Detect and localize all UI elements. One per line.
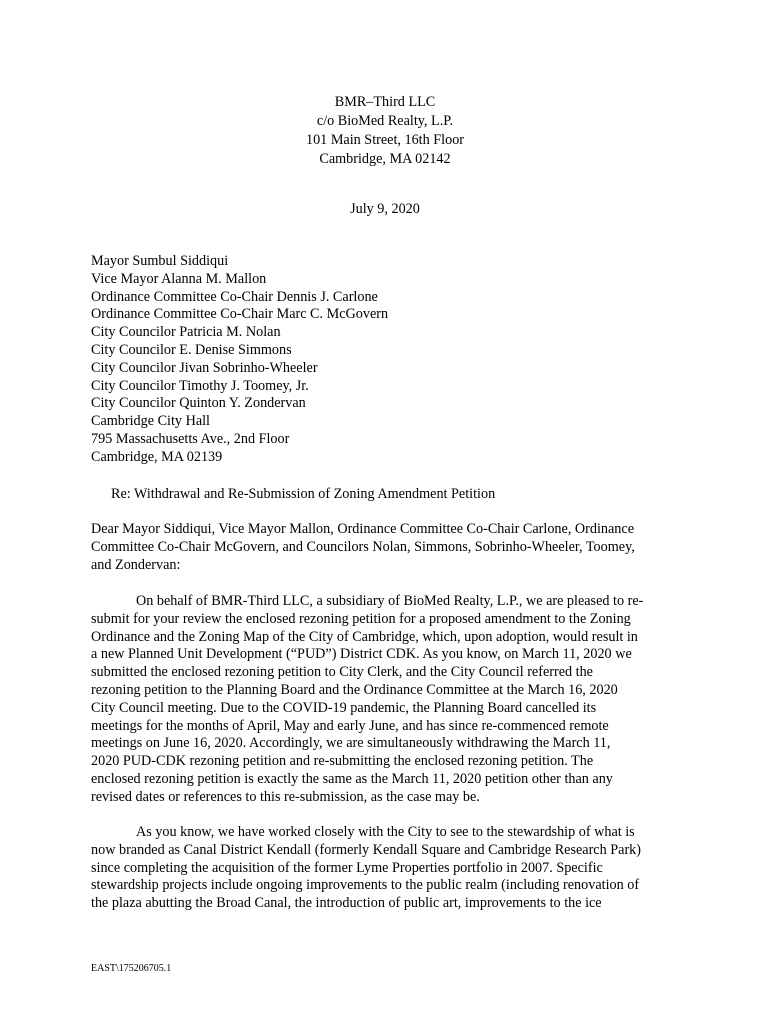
recipient-line: Vice Mayor Alanna M. Mallon	[91, 270, 267, 287]
recipient-line: 795 Massachusetts Ave., 2nd Floor	[91, 430, 290, 447]
recipient-block	[91, 253, 388, 467]
paragraph-line: stewardship projects include ongoing improvements to the public realm (including renovation of	[91, 877, 640, 894]
paragraph-line: since completing the acquisition of the former Lyme Properties portfolio in 2007. Specific	[91, 859, 603, 876]
salutation-line: Committee Co-Chair McGovern, and Councilors Nolan, Simmons, Sobrinho-Wheeler, Toomey,	[91, 538, 635, 555]
salutation-line: and Zondervan:	[91, 556, 181, 573]
recipient-line: Mayor Sumbul Siddiqui	[91, 253, 229, 269]
recipient-line: Ordinance Committee Co-Chair Dennis J. Carlone	[91, 288, 378, 305]
recipient-line: Ordinance Committee Co-Chair Marc C. McGovern	[91, 306, 389, 323]
recipient-line: City Councilor Timothy J. Toomey, Jr.	[91, 377, 309, 394]
paragraph-line: rezoning petition to the Planning Board and the Ordinance Committee at the March 16, 2020	[91, 681, 618, 698]
paragraph-line: meetings on June 16, 2020. Accordingly, we are simultaneously withdrawing the March 11,	[91, 735, 611, 752]
paragraph-line: revised dates or references to this re-submission, as the case may be.	[91, 788, 480, 805]
recipient-line: City Councilor Patricia M. Nolan	[91, 324, 281, 341]
paragraph-line: City Council meeting. Due to the COVID-19 pandemic, the Planning Board cancelled its	[91, 699, 597, 716]
paragraph-line: On behalf of BMR-Third LLC, a subsidiary of BioMed Realty, L.P., we are pleased to re-	[136, 593, 644, 609]
recipient-line: City Councilor Jivan Sobrinho-Wheeler	[91, 359, 318, 376]
recipient-line: City Councilor E. Denise Simmons	[91, 341, 292, 358]
paragraph-line: 2020 PUD-CDK rezoning petition and re-submitting the enclosed rezoning petition. The	[91, 753, 594, 770]
paragraph-line: now branded as Canal District Kendall (formerly Kendall Square and Cambridge Research Park)	[91, 841, 641, 858]
salutation	[91, 521, 635, 574]
recipient-line: Cambridge, MA 02139	[91, 448, 223, 465]
paragraph-line: enclosed rezoning petition is exactly the same as the March 11, 2020 petition other than any	[91, 770, 613, 787]
document-id-footer: EAST\175206705.1	[91, 963, 172, 974]
paragraph-line: meetings for the months of April, May and early June, and has since re-commenced remote	[91, 717, 609, 734]
paragraph-line: As you know, we have worked closely with the City to see to the stewardship of what is	[136, 824, 635, 840]
letter-date: July 9, 2020	[350, 201, 420, 217]
paragraph-line: submitted the enclosed rezoning petition to City Clerk, and the City Council referred the	[91, 664, 593, 681]
body-paragraph-1	[91, 593, 643, 807]
paragraph-line: Ordinance and the Zoning Map of the City of Cambridge, which, upon adoption, would result in	[91, 628, 638, 645]
sender-name: BMR–Third LLC	[334, 94, 436, 110]
sender-street: 101 Main Street, 16th Floor	[305, 132, 465, 148]
sender-city: Cambridge, MA 02142	[319, 151, 451, 167]
salutation-line: Dear Mayor Siddiqui, Vice Mayor Mallon, Ordinance Committee Co-Chair Carlone, Ordinance	[91, 521, 634, 537]
sender-care-of: c/o BioMed Realty, L.P.	[316, 113, 454, 129]
body-paragraph-2	[91, 824, 641, 913]
sender-address	[0, 93, 770, 169]
recipient-line: City Councilor Quinton Y. Zondervan	[91, 395, 306, 412]
paragraph-line: the plaza abutting the Broad Canal, the introduction of public art, improvements to the ice	[91, 895, 602, 912]
subject-line: Re: Withdrawal and Re-Submission of Zoning Amendment Petition	[111, 486, 496, 502]
paragraph-line: submit for your review the enclosed rezoning petition for a proposed amendment to the Zoning	[91, 610, 631, 627]
recipient-line: Cambridge City Hall	[91, 413, 211, 430]
paragraph-line: a new Planned Unit Development (“PUD”) District CDK. As you know, on March 11, 2020 we	[91, 646, 632, 663]
